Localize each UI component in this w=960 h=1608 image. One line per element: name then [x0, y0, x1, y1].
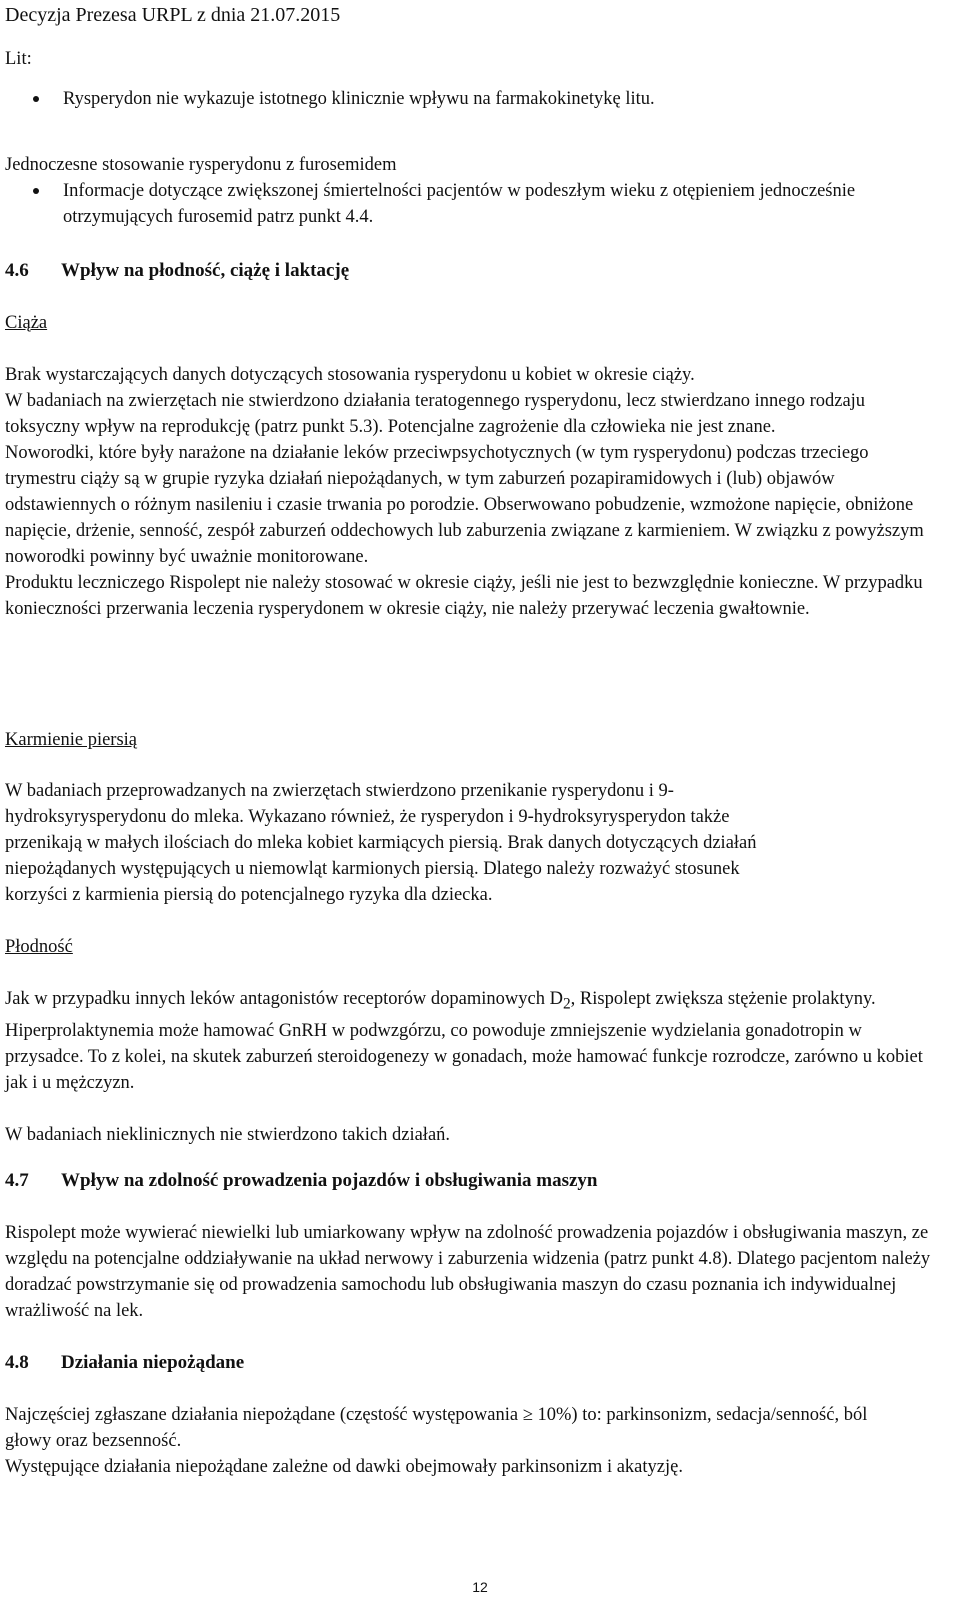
- page-number: 12: [472, 1579, 488, 1595]
- plodnosc-paragraph-1: [5, 986, 940, 1096]
- lit-section: [5, 46, 940, 112]
- karmienie-heading: Karmienie piersią: [5, 730, 138, 750]
- section-title: Wpływ na płodność, ciążę i laktację: [61, 260, 350, 281]
- ciaza-heading: Ciąża: [5, 313, 48, 333]
- section-heading-4-8: [5, 1350, 940, 1376]
- section-heading-4-6: [5, 258, 940, 284]
- ciaza-paragraph-2: W badaniach na zwierzętach nie stwierdzono działania teratogennego rysperydonu, lecz stwierdzano innego rodzaju toksyczny wpływ na reprodukcję (patrz punkt 5.3). Potencjalne zagrożenie dla człowieka nie jest znane.: [5, 391, 866, 437]
- karmienie-paragraph: W badaniach przeprowadzanych na zwierzętach stwierdzono przenikanie rysperydonu i 9-hydroksyrysperydonu do mleka. Wykazano również, że rysperydon i 9-hydroksyrysperydon także przenikają w małych ilościach do mleka kobiet karmiących piersią. Brak danych dotyczących działań niepożądanych występujących u niemowląt karmionych piersią. Dlatego należy rozważyć stosunek korzyści z karmienia piersią do potencjalnego ryzyka dla dziecka.: [5, 781, 757, 905]
- section-4-8-paragraph-1: Najczęściej zgłaszane działania niepożądane (częstość występowania ≥ 10%) to: parkinsonizm, sedacja/senność, ból głowy oraz bezsenność.: [5, 1405, 868, 1451]
- section-title: Wpływ na zdolność prowadzenia pojazdów i obsługiwania maszyn: [61, 1170, 598, 1191]
- ciaza-paragraph-4: Produktu leczniczego Rispolept nie należy stosować w okresie ciąży, jeśli nie jest to bezwzględnie konieczne. W przypadku konieczności przerwania leczenia rysperydonem w okresie ciąży, nie należy przerywać leczenia gwałtownie.: [5, 573, 923, 619]
- section-title: Działania niepożądane: [61, 1352, 245, 1373]
- lit-heading: Lit:: [5, 49, 32, 69]
- document-header: Decyzja Prezesa URPL z dnia 21.07.2015: [5, 4, 341, 26]
- lit-bullet: Rysperydon nie wykazuje istotnego klinicznie wpływu na farmakokinetykę litu.: [5, 86, 940, 112]
- section-4-8-body: [5, 1402, 940, 1480]
- section-number: 4.8: [5, 1352, 29, 1373]
- plodnosc-heading: Płodność: [5, 937, 73, 957]
- plodnosc-subscript: 2: [562, 995, 571, 1013]
- ciaza-paragraph-1: Brak wystarczających danych dotyczących stosowania rysperydonu u kobiet w okresie ciąży.: [5, 365, 695, 385]
- karmienie-body: [5, 778, 940, 908]
- section-number: 4.7: [5, 1170, 29, 1191]
- section-4-7-paragraph: Rispolept może wywierać niewielki lub umiarkowany wpływ na zdolność prowadzenia pojazdów i obsługiwania maszyn, ze względu na potencjalne oddziaływanie na układ nerwowy i zaburzenia widzenia (patrz punkt 4.8). Dlatego pacjentom należy doradzać powstrzymanie się od prowadzenia samochodu lub obsługiwania maszyn do czasu poznania ich indywidualnej wrażliwość na lek.: [5, 1223, 931, 1321]
- plodnosc-text-b: , Rispolept zwiększa stężenie prolaktyny. Hiperprolaktynemia może hamować GnRH w podwzgórzu, co powoduje zmniejszenie wydzielania gonadotropin w przysadce. To z kolei, na skutek zaburzeń steroidogenezy w gonadach, może hamować funkcje rozrodcze, zarówno u kobiet jak i u mężczyzn.: [5, 989, 923, 1093]
- section-4-7-body: [5, 1220, 940, 1324]
- section-4-8-paragraph-2: Występujące działania niepożądane zależne od dawki obejmowały parkinsonizm i akatyzję.: [5, 1457, 683, 1477]
- furosemid-bullet: Informacje dotyczące zwiększonej śmiertelności pacjentów w podeszłym wieku z otępieniem jednocześnie otrzymujących furosemid patrz punkt 4.4.: [5, 178, 923, 230]
- ciaza-paragraph-3: Noworodki, które były narażone na działanie leków przeciwpsychotycznych (w tym rysperydonu) podczas trzeciego trymestru ciąży są w grupie ryzyka działań niepożądanych, w tym zaburzeń pozapiramidowych i (lub) objawów odstawiennych o różnym nasileniu i czasie trwania po porodzie. Obserwowano pobudzenie, wzmożone napięcie, obniżone napięcie, drżenie, senność, zespół zaburzeń oddechowych lub zaburzenia związane z karmieniem. W związku z powyższym noworodki powinny być uważnie monitorowane.: [5, 443, 924, 567]
- furosemid-heading: Jednoczesne stosowanie rysperydonu z furosemidem: [5, 155, 397, 175]
- section-number: 4.6: [5, 260, 29, 281]
- furosemid-section: [5, 152, 940, 230]
- plodnosc-text-a: Jak w przypadku innych leków antagonistów receptorów dopaminowych D: [5, 989, 563, 1009]
- plodnosc-body: [5, 986, 940, 1148]
- section-heading-4-7: [5, 1168, 940, 1194]
- ciaza-body: [5, 362, 940, 622]
- plodnosc-paragraph-2: W badaniach nieklinicznych nie stwierdzono takich działań.: [5, 1124, 451, 1145]
